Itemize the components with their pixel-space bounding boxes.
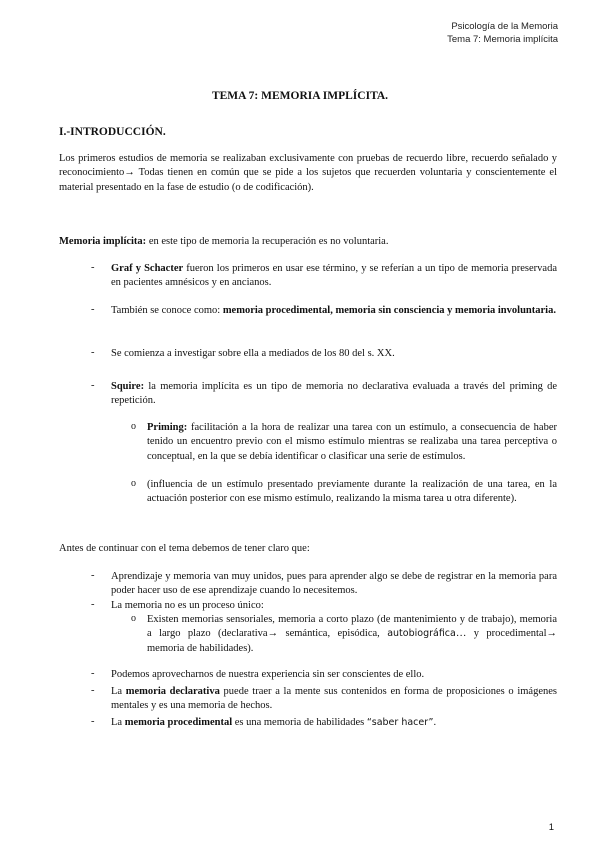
- intro-text-1: Los primeros estudios de memoria se realizaban exclusivamente con pruebas de recuerdo libre, recuerdo señalado y reconocimiento: [59, 153, 557, 179]
- page-number: 1: [548, 822, 554, 833]
- section-heading: I.-INTRODUCCIÓN.: [59, 126, 166, 138]
- point-5-pre: La: [111, 717, 125, 728]
- types-text-a: Existen memorias sensoriales, memoria a corto plazo (de mantenimiento y de trabajo), memoria a largo plazo (declarativa: [147, 614, 557, 640]
- point-1-text: Aprendizaje y memoria van muy unidos, pues para aprender algo se debe de registrar en la memoria para poder hacer uso de ese aprendizaje cuando lo necesitemos.: [111, 571, 557, 597]
- aka-bold: memoria procedimental, memoria sin consciencia y memoria involuntaria.: [222, 305, 556, 316]
- arrow-icon: →: [124, 167, 135, 179]
- circle-bullet: o: [131, 613, 136, 624]
- graf-text: fueron los primeros en usar ese término, y se referían a un tipo de memoria preservada en pacientes amnésicos y en ancianos.: [111, 263, 557, 289]
- dash-bullet: -: [91, 570, 95, 581]
- list-item-aka: [111, 304, 557, 318]
- running-header: [447, 20, 558, 46]
- aka-text: También se conoce como:: [111, 305, 223, 316]
- dash-bullet: -: [91, 685, 95, 696]
- before-paragraph: [59, 542, 557, 556]
- point-4-bold: memoria declarativa: [125, 686, 220, 697]
- list-item-declarative: [111, 685, 557, 714]
- dash-bullet: -: [91, 304, 95, 315]
- sublist-item-influence: [147, 478, 557, 507]
- intro-text-2: Todas tienen en común que se pide a los sujetos que recuerden voluntaria y conscientemente el material presentado en la fase de estudio (o de codificación).: [59, 167, 557, 193]
- squire-bold: Squire:: [111, 381, 145, 392]
- dash-bullet: -: [91, 380, 95, 391]
- types-text-b: semántica, episódica,: [278, 628, 388, 640]
- implicit-memory-term: Memoria implícita:: [59, 236, 147, 247]
- dash-bullet: -: [91, 262, 95, 273]
- intro-paragraph: [59, 152, 557, 195]
- list-item-squire: [111, 380, 557, 409]
- document-title: TEMA 7: MEMORIA IMPLÍCITA.: [211, 90, 389, 102]
- list-item-graf: [111, 262, 557, 291]
- before-text: Antes de continuar con el tema debemos de tener claro que:: [59, 543, 310, 554]
- point-5-end: .: [433, 717, 437, 728]
- start-text: Se comienza a investigar sobre ella a mediados de los 80 del s. XX.: [111, 348, 395, 359]
- dash-bullet: -: [91, 668, 95, 679]
- point-5-text: es una memoria de habilidades: [232, 717, 367, 728]
- list-item-procedural: [111, 716, 557, 730]
- dash-bullet: -: [91, 347, 95, 358]
- sublist-item-priming: [147, 421, 557, 464]
- dash-bullet: -: [91, 599, 95, 610]
- dash-bullet: -: [91, 716, 95, 727]
- point-5-handwritten: “saber hacer”: [366, 717, 434, 728]
- point-4-text: puede traer a la mente sus contenidos en forma de proposiciones o imágenes mentales y es una memoria de hechos.: [111, 686, 557, 712]
- influence-text: (influencia de un estímulo presentado previamente durante la realización de una tarea, en la actuación posterior con ese mismo estímulo, realizando la misma tarea u otra diferente).: [147, 479, 557, 505]
- list-item-not-unique: [111, 599, 557, 613]
- types-text-c: … y procedimental: [455, 628, 547, 640]
- arrow-icon: →: [267, 628, 279, 640]
- circle-bullet: o: [131, 478, 136, 489]
- graf-bold: Graf y Schacter: [111, 263, 184, 274]
- point-3-text: Podemos aprovecharnos de nuestra experiencia sin ser conscientes de ello.: [111, 669, 425, 680]
- arrow-icon: →: [546, 628, 557, 640]
- point-5-bold: memoria procedimental: [124, 717, 233, 728]
- types-text-d: memoria de habilidades).: [147, 642, 254, 654]
- list-item-learning: [111, 570, 557, 599]
- priming-bold: Priming:: [147, 422, 188, 433]
- priming-text: facilitación a la hora de realizar una tarea con un estímulo, a consecuencia de haber tenido un encuentro previo con el mismo estímulo mientras se realizaba una tarea perceptiva o conceptual, en la que se debía identificar o clasificar una serie de estímulos.: [147, 422, 557, 462]
- header-topic: Tema 7: Memoria implícita: [447, 34, 558, 45]
- point-4-pre: La: [111, 686, 126, 697]
- sublist-item-memory-types: [147, 613, 557, 656]
- types-handwritten: autobiográfica: [387, 628, 456, 640]
- circle-bullet: o: [131, 421, 136, 432]
- header-subject: Psicología de la Memoria: [451, 21, 558, 32]
- squire-text: la memoria implícita es un tipo de memoria no declarativa evaluada a través del priming de repetición.: [111, 381, 557, 407]
- list-item-start: [111, 347, 557, 361]
- list-item-experience: [111, 668, 557, 682]
- implicit-memory-definition: [59, 235, 557, 249]
- implicit-memory-text: en este tipo de memoria la recuperación es no voluntaria.: [146, 236, 389, 247]
- point-2-text: La memoria no es un proceso único:: [111, 600, 264, 611]
